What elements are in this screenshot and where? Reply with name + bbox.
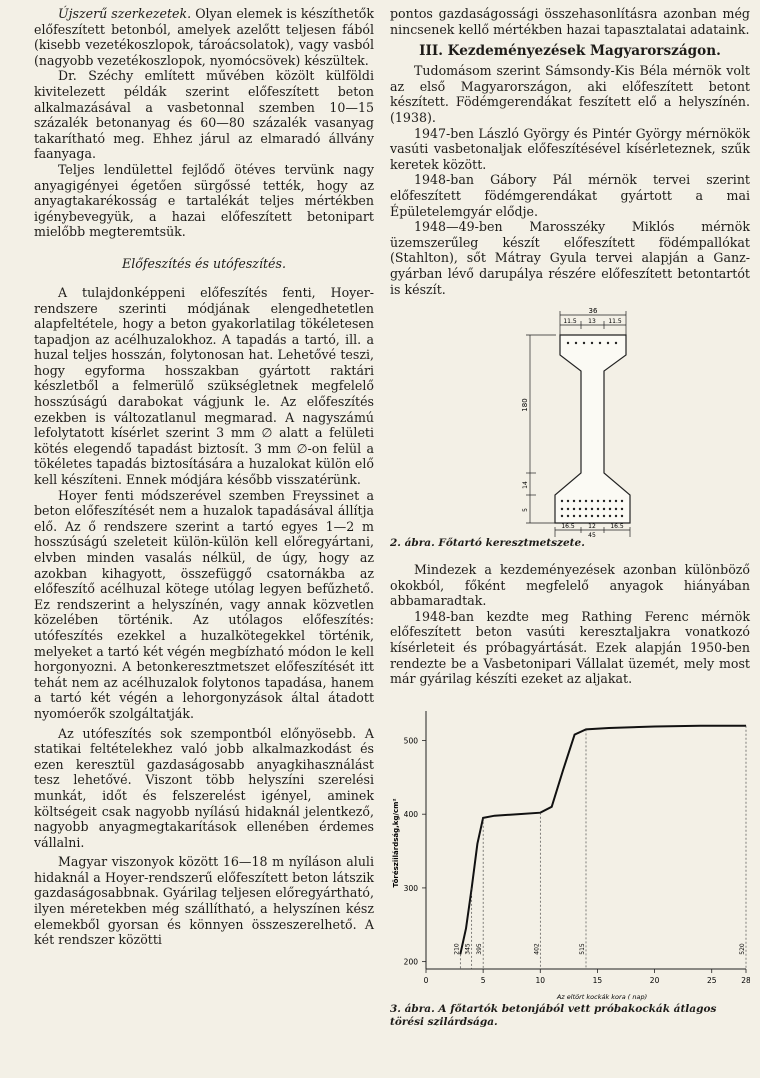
dim-top-total: 36 xyxy=(588,307,598,316)
chart-y-tick-label: 200 xyxy=(403,957,418,967)
right-column xyxy=(390,6,750,1029)
figure-3-caption xyxy=(390,1003,750,1029)
chart-x-tick-label: 10 xyxy=(535,975,546,985)
figure-2-cross-section xyxy=(390,305,750,537)
paragraph-post-tensioning: Az utófeszítés sok szempontból előnyösebb. A statikai feltételekhez való jobb alkalmazkodást és ezen keresztül gazdaságosabb anyagkihasználást tesz lehetővé. Viszont több helyszíni szerelési munkát, időt és felszerelést igényel, aminek költségeit csak nagyobb nyílású hidaknál jelentkező, nagyobb anyagmegtakarítások ellenében érdemes vállalni. xyxy=(34,725,374,850)
subheading-prestressing: Előfeszítés és utófeszítés. xyxy=(122,255,286,271)
paragraph-1948-49: 1948—49-ben Marosszéky Miklós mérnök üzemszerűleg készít előfeszített födémpallókat (Stahlton), sőt Mátray Gyula tervei alapján a Ganz-gyárban lévő darupálya részére előfeszített betontartót is készít. xyxy=(390,219,750,297)
chart-x-axis-label: Az eltört kockák kora ( nap) xyxy=(556,992,648,1001)
figure-3-chart xyxy=(390,703,750,1003)
chart-data-label: 402 xyxy=(533,943,541,955)
chart-data-label: 345 xyxy=(464,943,472,955)
chart-y-tick-label: 300 xyxy=(403,883,418,893)
chart-y-axis-label: Törésziilárdság,kg/cm² xyxy=(392,798,400,888)
chart-x-tick-label: 20 xyxy=(649,975,660,985)
left-column xyxy=(34,6,374,948)
chart-data-label: 515 xyxy=(579,943,586,955)
figure-3-caption-text: A főtartók betonjából vett próbakockák átlagos törési szilárdsága. xyxy=(390,1002,717,1028)
dim-bottom-mid: 12 xyxy=(588,523,596,531)
chart-data-label: 520 xyxy=(739,943,746,955)
dim-left-lower-b: 5 xyxy=(522,508,529,513)
paragraph-lead-italic: Újszerű szerkezetek. xyxy=(58,6,192,21)
strength-chart xyxy=(390,703,750,1003)
chart-x-tick-label: 25 xyxy=(706,975,717,985)
paragraph-samsondy: Tudomásom szerint Sámsondy-Kis Béla mérnök volt az első Magyarországon, aki előfeszített betont készített. Födémgerendákat feszített elő a helyszínén. (1938). xyxy=(390,63,750,125)
chart-x-tick-label: 15 xyxy=(592,975,603,985)
chart-x-tick-label: 0 xyxy=(423,975,429,985)
dim-left-lower-a: 14 xyxy=(522,481,529,489)
paragraph-szechy: Dr. Széchy említett művében közölt külföldi kivitelezett példák szerint előfeszített beton alkalmazásával a vasbetonnal szemben 10—15 százalék betonanyag és 60—80 százalék vasanyag takarítható meg. Ehhez járul az elmaradó állvány faanyaga. xyxy=(34,68,374,162)
chart-x-tick-label: 28 xyxy=(741,975,750,985)
paragraph-discontinued: Mindezek a kezdeményezések azonban különböző okokból, főként megfelelő anyagok hiányában abbamaradtak. xyxy=(390,562,750,609)
dim-top-mid: 13 xyxy=(588,318,596,326)
dim-bottom-right: 16.5 xyxy=(610,523,624,531)
paragraph-continuation: pontos gazdaságossági összehasonlításra azonban még nincsenek kellő mértékben hazai tapasztalatai adataink. xyxy=(390,6,750,37)
dim-bottom-left: 16.5 xyxy=(561,523,575,531)
paragraph-hoyer: A tulajdonképpeni előfeszítés fenti, Hoyer-rendszere szerinti módjának elengedhetetlen alapfeltétele, hogy a beton gyakorlatilag tökéletesen tapadjon az acélhuzalokhoz. A tapadás a tartó, ill. a huzal teljes hosszán, folytonosan hat. Lehetővé teszi, hogy egyforma hosszakban gyártott raktári készletből a felmerülő szükségletnek megfelelő hosszúságú darabokat vágjunk le. Az előfeszítés ezekben is változatlanul megmarad. A nagyszámú lefolytatott kísérlet szerint 3 mm ∅ alatt a felületi kötés elegendő tapadást biztosít. 3 mm ∅-on felül a tökéletes tapadás biztosítására a huzalokat külön elő kell készíteni. Ennek módjára később visszatérünk. xyxy=(34,284,374,488)
dim-bottom-total: 45 xyxy=(588,532,596,538)
paragraph-freyssinet: Hoyer fenti módszerével szemben Freyssinet a beton előfeszítését nem a huzalok tapadásával állítja elő. Az ő rendszere szerint a tartó egyes 1—2 m hosszúságú szeleteit külön-külön kell előregyártani, elvben minden vasalás nélkül, de úgy, hogy az azokban kihagyott, összefüggő csatornákba az előfeszítő acélhuzal kötege utólag legyen befűzhető. Ez rendszerint a helyszínén, vagy annak közvetlen közelében történik. Az utólagos előfeszítés: utófeszítés ezekkel a huzalkötegekkel történik, melyeket a tartó két végén megbízható módon le kell horgonyozni. A betonkeresztmetszet előfeszítését itt tehát nem az acélhuzalok folytonos tapadása, hanem a tartó két végén a lehorgonyzások által átadott nyomóerők szolgáltatják. xyxy=(34,487,374,721)
figure-3-caption-number: 3. ábra. xyxy=(390,1002,435,1015)
paragraph-rathing: 1948-ban kezdte meg Rathing Ferenc mérnök előfeszített beton vasúti keresztaljakra vonatkozó kísérleteit és próbagyártását. Ezek alapján 1950-ben rendezte be a Vasbetonipari Vállalat üzemét, mely most már gyárilag készíti ezeket az aljakat. xyxy=(390,608,750,687)
chart-y-tick-label: 400 xyxy=(403,810,418,820)
figure-2-caption-number: 2. ábra. xyxy=(390,537,435,550)
chart-x-tick-label: 5 xyxy=(480,975,486,985)
figure-2-caption xyxy=(390,537,750,550)
paragraph-new-structures xyxy=(34,6,374,68)
figure-2-caption-text: Főtartó keresztmetszete. xyxy=(434,537,585,550)
chart-y-tick-label: 500 xyxy=(403,736,418,746)
cross-section-drawing xyxy=(390,305,750,537)
chart-data-label: 210 xyxy=(453,943,461,955)
paragraph-1948-gabory: 1948-ban Gábory Pál mérnök tervei szerint előfeszített födémgerendákat gyártott a mai Épületelemgyár elődje. xyxy=(390,172,750,219)
paragraph-five-year-plan: Teljes lendülettel fejlődő ötéves tervünk nagy anyagigényei égetően sürgőssé tették, hogy az anyagtakarékosság e tartalékát teljes mértékben igénybevegyük, a hazai előfeszített betonipart mielőbb megteremtsük. xyxy=(34,161,374,240)
paragraph-hungarian-conditions: Magyar viszonyok között 16—18 m nyíláson aluli hidaknál a Hoyer-rendszerű előfeszített beton látszik gazdaságosabbnak. Gyárilag teljesen előregyártható, ilyen méretekben még szállítható, a helyszínen kész elemekből gyorsan és könnyen összeszerelhető. A két rendszer közötti xyxy=(34,854,374,948)
beam-outline xyxy=(555,335,630,523)
chart-data-label: 395 xyxy=(476,943,484,955)
dim-left-height: 180 xyxy=(521,398,529,412)
paragraph-text: Olyan elemek is készíthetők előfeszített betonból, amelyek azelőtt teljesen fából (kisebb vezetékoszlopok, tároácsolatok), vagy vasból (nagyobb vezetékoszlopok, nyomócsövek) készültek. xyxy=(34,6,374,68)
paragraph-1947: 1947-ben László György és Pintér György mérnökök vasúti vasbetonaljak előfeszítésével kísérleteznek, szűk keretek között. xyxy=(390,125,750,172)
dim-top-right: 11.5 xyxy=(608,318,622,326)
dim-top-left: 11.5 xyxy=(563,318,577,326)
chart-series-line xyxy=(460,726,746,955)
section-title-initiatives: III. Kezdeményezések Magyarországon. xyxy=(419,43,721,60)
left-dimension-lines xyxy=(526,335,556,523)
